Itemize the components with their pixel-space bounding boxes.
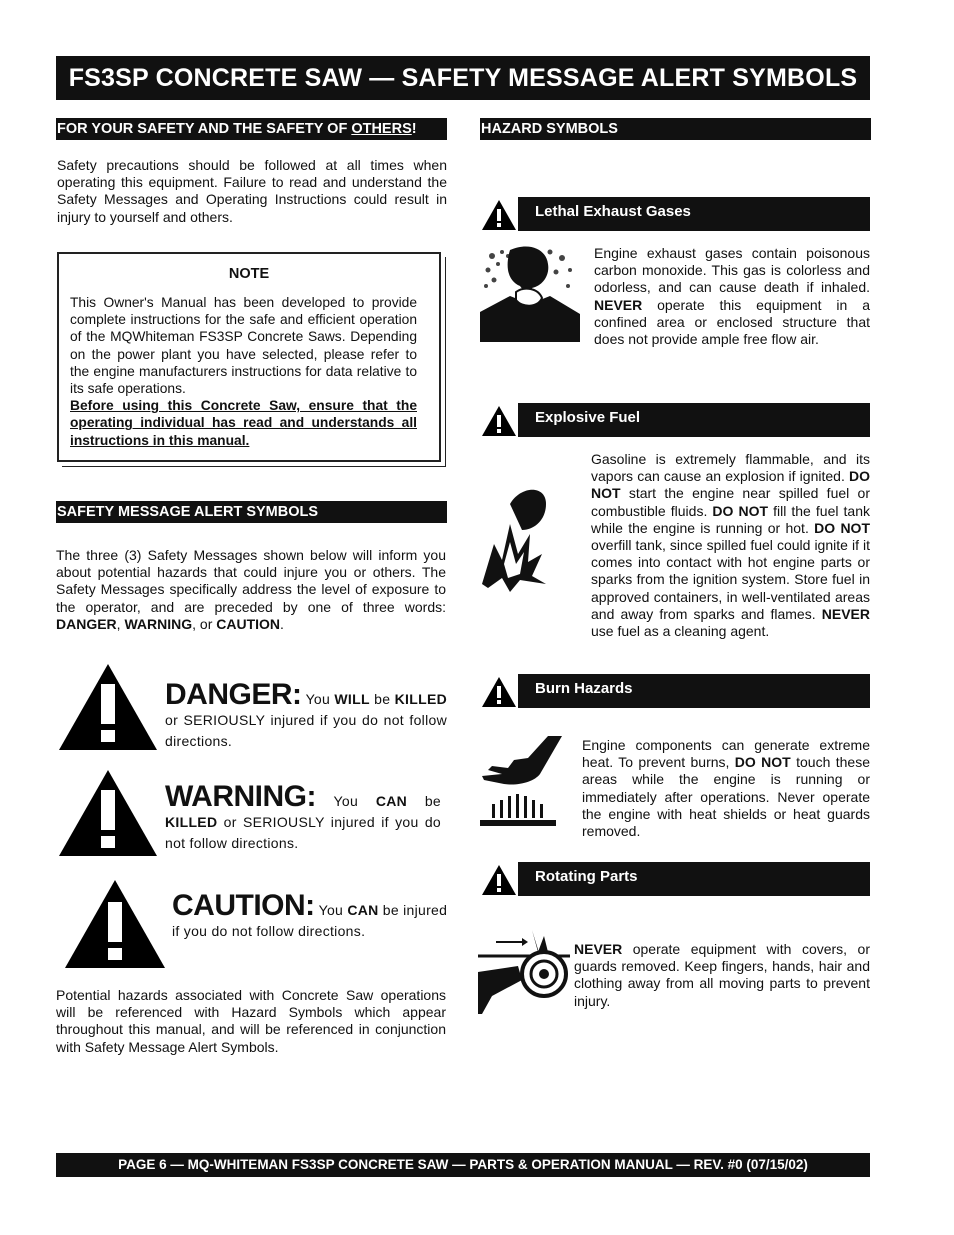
fuel-t5: use fuel as a cleaning agent.	[591, 623, 770, 640]
fuel-label: Explosive Fuel	[535, 409, 641, 426]
caution-word: CAUTION:	[172, 889, 315, 922]
note-title: NOTE	[228, 266, 270, 282]
burn-text	[582, 737, 870, 840]
caution-t2: be injured if you do not follow directions.	[172, 902, 448, 939]
fuel-t4: overfill tank, since spilled fuel could ignite if it comes into contact with hot engine parts or sparks from the ignition system. Store fuel in approved containers, in well-ventilated areas and away from sparks and flames.	[591, 537, 870, 622]
rotating-t1: operate equipment with covers, or guards removed. Keep fingers, hands, hair and clothing away from all moving parts to prevent injury.	[574, 941, 870, 1009]
fuel-alert-icon	[480, 403, 518, 437]
burn-alert-icon	[480, 674, 518, 708]
fuel-text	[591, 451, 870, 640]
sma-paragraph	[56, 547, 446, 633]
page-footer: PAGE 6 — MQ-WHITEMAN FS3SP CONCRETE SAW — PARTS & OPERATION MANUAL — REV. #0 (07/15/02)	[56, 1153, 870, 1177]
note-bold-text: Before using this Concrete Saw, ensure that the operating individual has read and understands all instructions in this manual.	[70, 398, 417, 448]
fuel-t3: fill the fuel tank while the engine is running or hot.	[591, 502, 870, 536]
safety-paragraph: Safety precautions should be followed at all times when operating this equipment. Failure to read and understand the Safety Messages and Operating Instructions could result in injury to yourself and others.	[57, 157, 447, 225]
exhaust-t1: Engine exhaust gases contain poisonous carbon monoxide. This gas is colorless and odorless, and can cause death if inhaled.	[594, 245, 870, 296]
caution-t1: You	[318, 902, 348, 918]
sma-sep-1: ,	[116, 615, 125, 632]
sma-word-caution: CAUTION	[216, 615, 281, 632]
danger-triangle-icon	[57, 662, 159, 752]
warning-b2: KILLED	[165, 814, 218, 830]
fuel-b2: DO NOT	[712, 502, 769, 519]
warning-triangle-icon	[57, 768, 159, 858]
safety-heading-others: OTHERS	[351, 121, 412, 137]
rotating-parts-icon	[478, 926, 570, 1018]
sma-end: .	[280, 615, 284, 632]
sma-section-heading: SAFETY MESSAGE ALERT SYMBOLS	[56, 501, 447, 523]
rotating-hazard-bar	[480, 862, 870, 896]
warning-word: WARNING:	[165, 780, 316, 813]
warning-t2: be	[407, 793, 442, 809]
fuel-b3: DO NOT	[814, 519, 870, 536]
exhaust-b1: NEVER	[594, 296, 643, 313]
caution-message	[172, 889, 448, 942]
note-body-text: This Owner's Manual has been developed to provide complete instructions for the safe and efficient operation of the MQWhiteman FS3SP Concrete Saws. Depending on the power plant you have selected, please refer to the engine manufacturers instructions for data relative to its safe operations.	[70, 295, 417, 397]
rotating-text	[574, 941, 870, 1010]
exhaust-t2: operate this equipment in a confined area or enclosed structure that does not provide ample free flow air.	[594, 296, 870, 348]
hot-surface-hand-icon	[478, 734, 568, 830]
fuel-t1: Gasoline is extremely flammable, and its vapors can cause an explosion if ignited.	[591, 451, 870, 485]
burn-t1: Engine components can generate extreme heat. To prevent burns,	[582, 737, 870, 771]
exhaust-gas-icon	[480, 242, 580, 342]
rotating-label: Rotating Parts	[535, 868, 638, 885]
page-title: FS3SP CONCRETE SAW — SAFETY MESSAGE ALERT SYMBOLS	[56, 56, 870, 100]
fuel-hazard-bar	[480, 403, 870, 437]
danger-message	[165, 678, 447, 752]
sma-word-warning: WARNING	[124, 615, 193, 632]
exhaust-hazard-bar	[480, 197, 870, 231]
potential-hazards-paragraph: Potential hazards associated with Concrete Saw operations will be referenced with Hazard Symbols which appear throughout this manual, and will be referenced in conjunction with Safety Message Alert Symbols.	[56, 987, 446, 1055]
burn-hazard-bar	[480, 674, 870, 708]
note-body	[70, 294, 417, 449]
danger-b2: KILLED	[394, 691, 447, 707]
fuel-b1: DO NOT	[591, 468, 870, 502]
warning-b1: CAN	[375, 793, 408, 809]
exhaust-text	[594, 245, 870, 348]
caution-triangle-icon	[63, 878, 167, 970]
explosion-icon	[480, 484, 580, 594]
safety-section-heading	[56, 118, 447, 140]
fuel-b4: NEVER	[821, 605, 870, 622]
safety-heading-text: FOR YOUR SAFETY AND THE SAFETY OF	[57, 121, 352, 137]
rotating-alert-icon	[480, 862, 518, 896]
sma-sep-2: , or	[192, 615, 217, 632]
sma-word-danger: DANGER	[56, 615, 117, 632]
warning-t1: You	[333, 793, 376, 809]
exhaust-label: Lethal Exhaust Gases	[535, 203, 691, 220]
danger-t2: be	[369, 691, 395, 707]
hazard-symbols-heading: HAZARD SYMBOLS	[480, 118, 871, 140]
burn-t2: touch these areas while the engine is running or immediately after operations. Never operate the engine with heat shields or heat guards removed.	[582, 754, 870, 840]
warning-message	[165, 780, 442, 854]
caution-b1: CAN	[347, 902, 379, 918]
burn-b1: DO NOT	[734, 754, 791, 771]
safety-heading-exclaim: !	[411, 121, 417, 137]
danger-word: DANGER:	[165, 678, 302, 711]
danger-t3: or SERIOUSLY injured if you do not follow directions.	[165, 712, 447, 749]
exhaust-alert-icon	[480, 197, 518, 231]
rotating-b1: NEVER	[574, 941, 623, 957]
danger-b1: WILL	[334, 691, 370, 707]
fuel-t2: start the engine near spilled fuel or combustible fluids.	[591, 485, 870, 519]
warning-t3: or SERIOUSLY injured if you do not follow directions.	[165, 814, 441, 851]
burn-label: Burn Hazards	[535, 680, 633, 697]
danger-t1: You	[305, 691, 335, 707]
note-box	[57, 252, 441, 462]
sma-para-text: The three (3) Safety Messages shown below will inform you about potential hazards that could injure you or others. The Safety Messages specifically address the level of exposure to the operator, and are preceded by one of three words:	[56, 547, 446, 615]
